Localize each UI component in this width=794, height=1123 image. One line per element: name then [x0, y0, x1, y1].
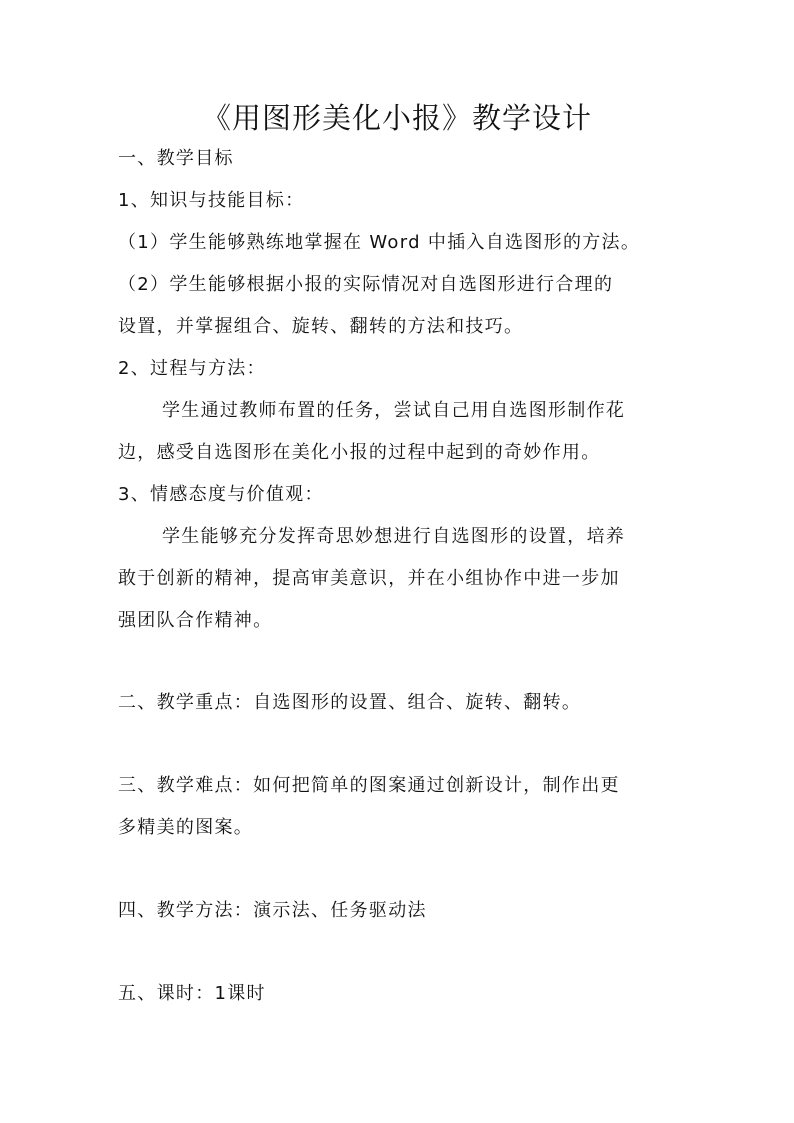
paragraph-line: 多精美的图案。 [118, 817, 254, 838]
paragraph-line: 设置，并掌握组合、旋转、翻转的方法和技巧。 [118, 316, 524, 337]
paragraph-line: 学生通过教师布置的任务，尝试自己用自选图形制作花 [162, 400, 626, 421]
subheading-attitude-values: 3、情感态度与价值观： [118, 484, 324, 505]
section-teaching-methods: 四、教学方法：演示法、任务驱动法 [118, 900, 427, 921]
subheading-knowledge-skills: 1、知识与技能目标： [118, 190, 305, 211]
paragraph-line: （1）学生能够熟练地掌握在 Word 中插入自选图形的方法。 [118, 232, 641, 253]
section-class-hours: 五、课时：1课时 [118, 983, 266, 1004]
paragraph-line: 强团队合作精神。 [118, 610, 273, 631]
subheading-process-method: 2、过程与方法： [118, 358, 266, 379]
paragraph-line: 敢于创新的精神，提高审美意识，并在小组协作中进一步加 [118, 568, 620, 589]
section-teaching-focus: 二、教学重点：自选图形的设置、组合、旋转、翻转。 [118, 692, 582, 713]
section-teaching-difficulty: 三、教学难点：如何把简单的图案通过创新设计，制作出更 [118, 775, 620, 796]
section-heading-objectives: 一、教学目标 [118, 148, 234, 169]
paragraph-line: 边，感受自选图形在美化小报的过程中起到的奇妙作用。 [118, 442, 601, 463]
paragraph-line: （2）学生能够根据小报的实际情况对自选图形进行合理的 [118, 274, 614, 295]
paragraph-line: 学生能够充分发挥奇思妙想进行自选图形的设置，培养 [162, 526, 626, 547]
document-title: 《用图形美化小报》教学设计 [201, 101, 592, 135]
